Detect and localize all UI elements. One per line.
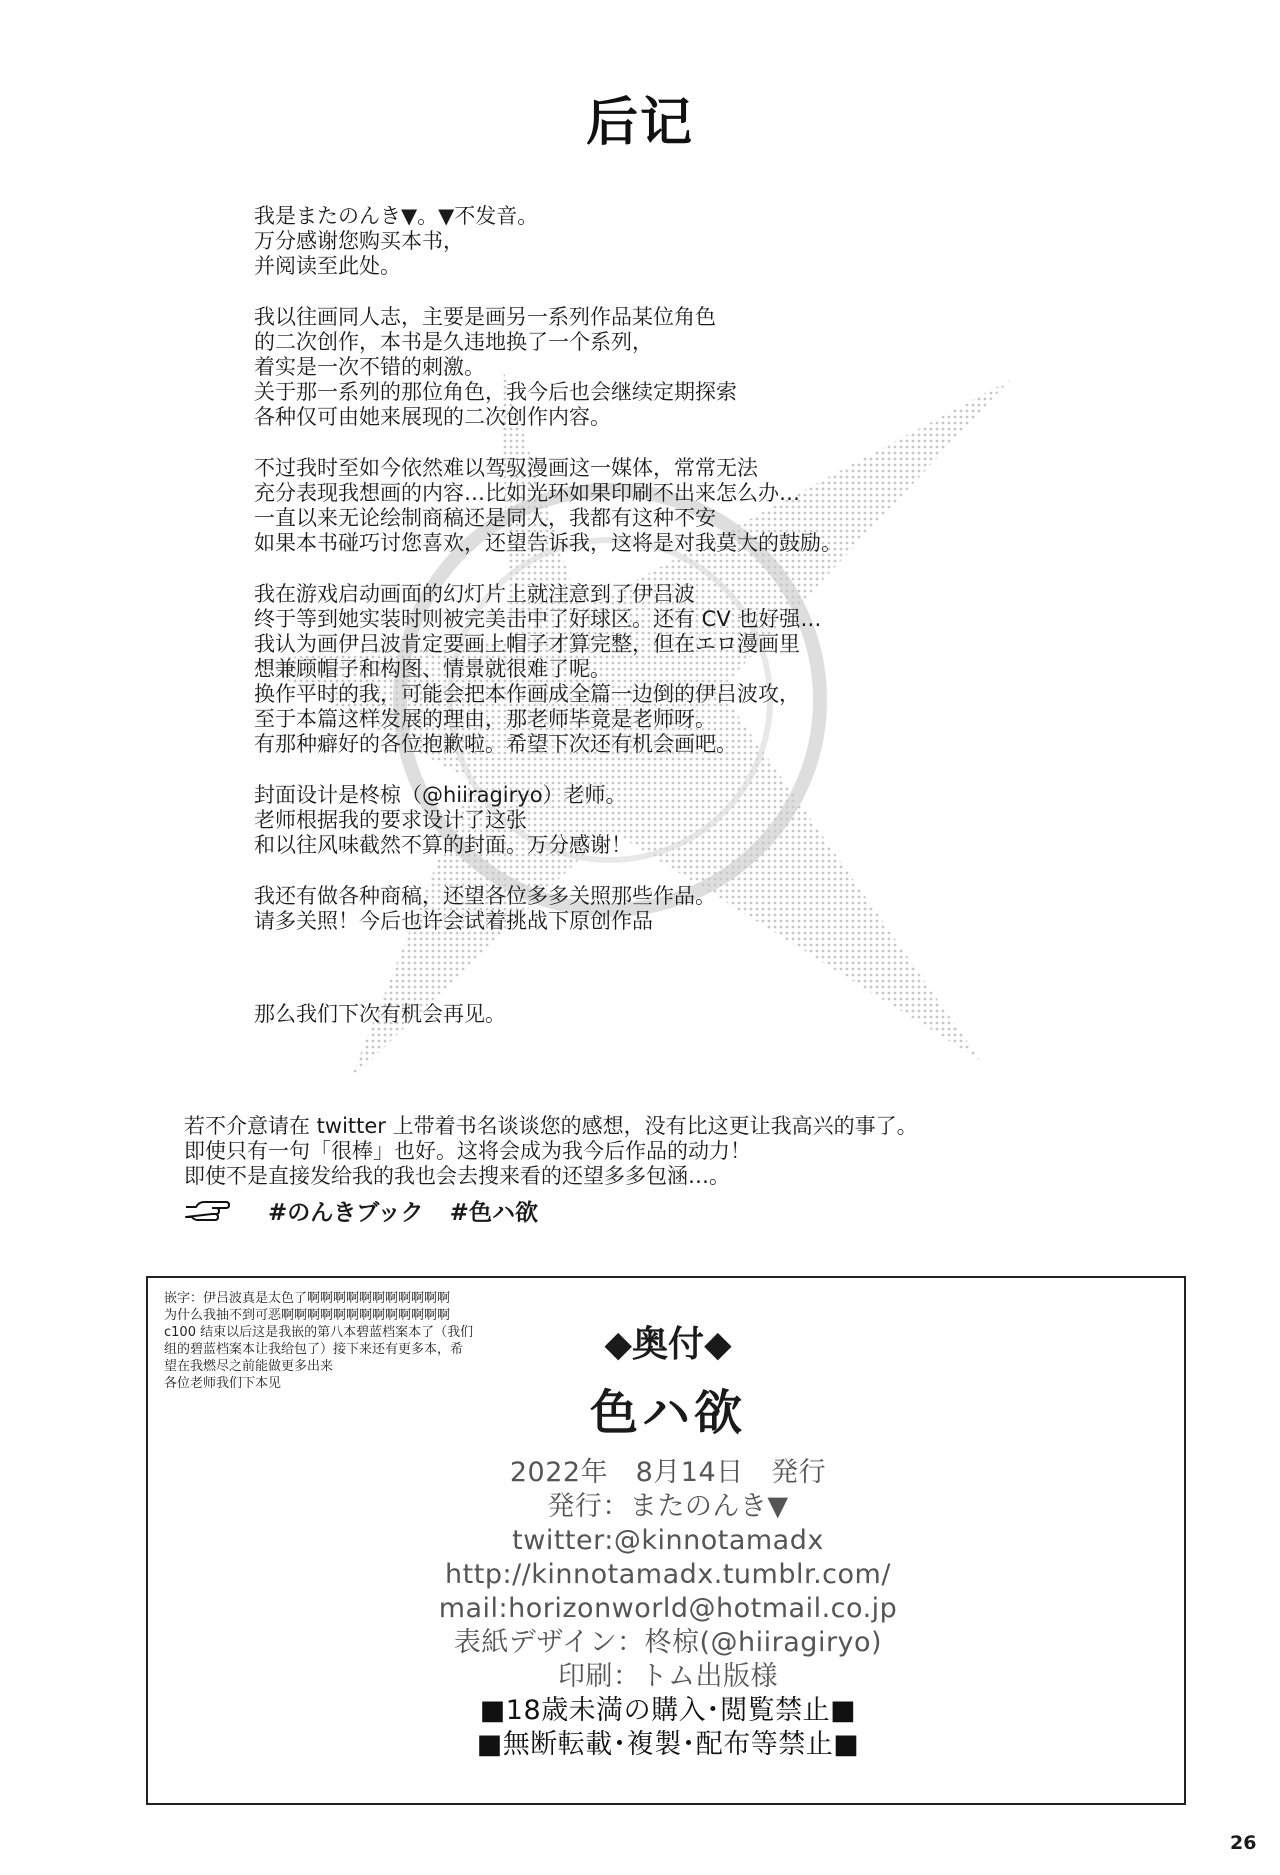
text-line: 的二次创作，本书是久违地换了一个系列， — [254, 330, 653, 354]
text-line: 我认为画伊吕波肯定要画上帽子才算完整，但在エロ漫画里 — [254, 632, 800, 656]
text-line: 即使只有一句「很棒」也好。这将会成为我今后作品的动力！ — [184, 1139, 751, 1163]
paragraph — [254, 456, 1014, 556]
colophon-heading: ◆奥付◆ — [604, 1324, 732, 1365]
twitter-request — [184, 1114, 1084, 1189]
text-line: 并阅读至此处。 — [254, 254, 401, 278]
closing-line: 那么我们下次有机会再见。 — [254, 1002, 506, 1026]
copyright-notice: ■無断転載･複製･配布等禁止■ — [476, 1729, 860, 1760]
text-line: 关于那一系列的那位角色，我今后也会继续定期探索 — [254, 380, 737, 404]
text-line: 万分感谢您购买本书， — [254, 229, 464, 253]
text-line: 封面设计是柊椋（@hiiragiryo）老师。 — [254, 783, 627, 807]
text-line: 嵌字：伊吕波真是太色了啊啊啊啊啊啊啊啊啊啊啊 — [164, 1291, 451, 1306]
text-line: 如果本书碰巧讨您喜欢，还望告诉我，这将是对我莫大的鼓励。 — [254, 531, 842, 555]
twitter-handle: twitter:@kinnotamadx — [512, 1525, 824, 1556]
text-line: 若不介意请在 twitter 上带着书名谈谈您的感想，没有比这更让我高兴的事了。 — [184, 1114, 918, 1138]
email-address: mail:horizonworld@hotmail.co.jp — [438, 1593, 898, 1624]
website-url: http://kinnotamadx.tumblr.com/ — [445, 1559, 891, 1590]
text-line: 一直以来无论绘制商稿还是同人，我都有这种不安 — [254, 506, 716, 530]
text-line: 老师根据我的要求设计了这张 — [254, 808, 527, 832]
paragraph — [254, 783, 1014, 858]
printer-credit: 印刷：トム出版様 — [558, 1661, 778, 1692]
text-line: 充分表现我想画的内容…比如光环如果印刷不出来怎么办… — [254, 481, 800, 505]
text-line: 和以往风味截然不算的封面。万分感谢！ — [254, 833, 632, 857]
age-restriction-notice: ■18歳未満の購入･閲覧禁止■ — [479, 1695, 857, 1726]
text-line: 我还有做各种商稿，还望各位多多关照那些作品。 — [254, 884, 716, 908]
hashtag-title: #色ハ欲 — [449, 1200, 538, 1226]
colophon-box — [146, 1276, 1186, 1805]
afterword-text — [254, 204, 1014, 960]
text-line: 为什么我抽不到可恶啊啊啊啊啊啊啊啊啊啊啊啊啊 — [164, 1308, 451, 1323]
release-date: 2022年 8月14日 発行 — [509, 1457, 827, 1488]
page-title: 后记 — [585, 93, 694, 153]
text-line: 组的碧蓝档案本让我给包了）接下来还有更多本，希 — [164, 1342, 464, 1357]
text-line: 我在游戏启动画面的幻灯片上就注意到了伊吕波 — [254, 582, 695, 606]
text-line: 望在我燃尽之前能做更多出来 — [164, 1359, 334, 1374]
hashtag-book: #のんきブック — [268, 1200, 424, 1226]
paragraph — [254, 884, 1014, 934]
hashtag-row — [184, 1194, 564, 1227]
paragraph — [254, 204, 1014, 279]
publication-info — [148, 1456, 1188, 1762]
text-line: 我以往画同人志，主要是画另一系列作品某位角色 — [254, 305, 716, 329]
publisher: 発行：またのんき▼ — [547, 1491, 789, 1522]
text-line: 有那种癖好的各位抱歉啦。希望下次还有机会画吧。 — [254, 732, 737, 756]
text-line: 至于本篇这样发展的理由，那老师毕竟是老师呀。 — [254, 707, 716, 731]
text-line: 着实是一次不错的刺激。 — [254, 355, 485, 379]
text-line: 不过我时至如今依然难以驾驭漫画这一媒体，常常无法 — [254, 456, 758, 480]
text-line: 想兼顾帽子和构图、情景就很难了呢。 — [254, 657, 611, 681]
cover-design-credit: 表紙デザイン：柊椋(@hiiragiryo) — [453, 1627, 883, 1658]
text-line: 换作平时的我，可能会把本作画成全篇一边倒的伊吕波攻， — [254, 682, 800, 706]
text-line: 我是またのんき▼。▼不发音。 — [254, 204, 539, 228]
text-line: 即使不是直接发给我的我也会去搜来看的还望多多包涵…。 — [184, 1164, 730, 1188]
text-line: 请多关照！今后也许会试着挑战下原创作品 — [254, 909, 653, 933]
paragraph — [254, 305, 1014, 430]
text-line: 各种仅可由她来展现的二次创作内容。 — [254, 405, 611, 429]
text-line: 各位老师我们下本见 — [164, 1376, 282, 1391]
paragraph — [254, 582, 1014, 757]
text-line: c100 结束以后这是我嵌的第八本碧蓝档案本了（我们 — [164, 1325, 474, 1340]
text-line: 终于等到她实装时则被完美击中了好球区。还有 CV 也好强… — [254, 607, 822, 631]
pointing-hand-icon — [184, 1198, 230, 1224]
page-number: 26 — [1230, 1832, 1257, 1854]
book-title: 色ハ欲 — [589, 1385, 746, 1441]
